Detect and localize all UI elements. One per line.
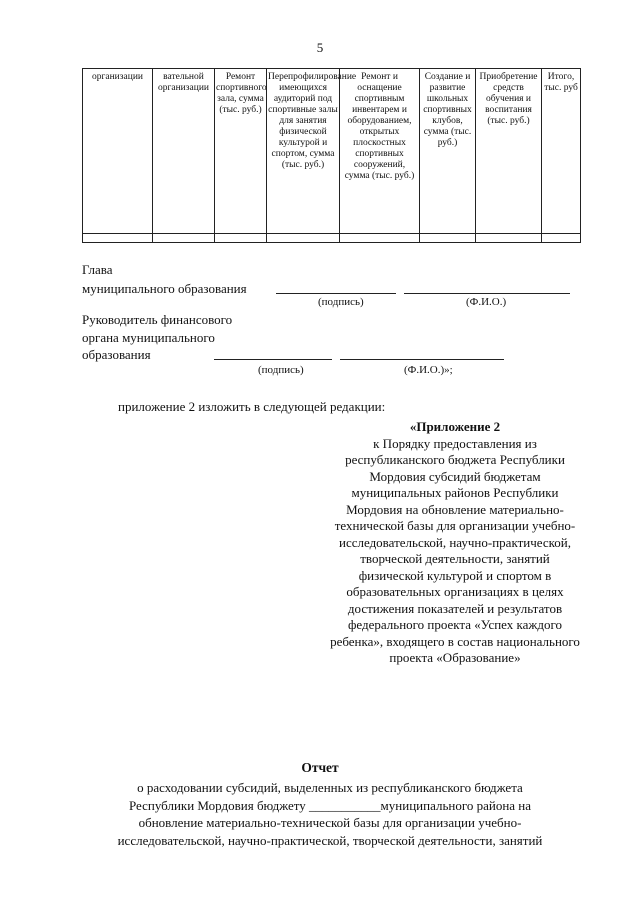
report-line: исследовательской, научно-практической, творческой деятельности, занятий xyxy=(117,832,543,848)
appendix-title: «Приложение 2 xyxy=(409,419,501,434)
signature-line xyxy=(214,359,332,360)
signature-caption: (подпись) xyxy=(318,296,364,308)
column-header: организации xyxy=(83,69,153,234)
appendix-text: к Порядку предоставления из республиканского бюджета Республики Мордовия субсидий бюджетам муниципальных районов Республики Мордовия на обновление материально-технической базы для организации учебно-исследовательской, научно-практической, творческой деятельности, занятий физической культурой и спортом в образовательных организациях в целях достижения показателей и результатов федерального проекта «Успех каждого ребенка», входящего в состав национального проекта «Образование» xyxy=(330,435,580,665)
column-header: Ремонт и оснащение спортивным инвентарем и оборудованием, открытых плоскостных спортивных сооружений, сумма (тыс. руб.) xyxy=(340,69,420,234)
report-table-header xyxy=(82,68,581,243)
column-header: Перепрофилирование имеющихся аудиторий под спортивные залы для занятия физической культурой и спортом, сумма (тыс. руб.) xyxy=(267,69,340,234)
report-line: обновление материально-технической базы для организации учебно- xyxy=(138,815,522,830)
report-title: Отчет xyxy=(301,760,339,775)
sign-label-head: Глава xyxy=(82,262,113,277)
column-header: Создание и развитие школьных спортивных клубов, сумма (тыс. руб.) xyxy=(420,69,476,234)
name-caption: (Ф.И.О.)»; xyxy=(404,364,453,376)
column-header: вательной организации xyxy=(153,69,215,234)
column-header: Итого, тыс. руб xyxy=(542,69,581,234)
name-line xyxy=(340,359,504,360)
sign-label-municipality: муниципального образования xyxy=(82,281,247,296)
sign-label-finance-head: Руководитель финансового xyxy=(82,312,233,327)
name-line xyxy=(404,293,570,294)
table-row xyxy=(83,234,581,243)
signature-caption: (подпись) xyxy=(258,364,304,376)
report-body xyxy=(80,779,580,849)
signature-line xyxy=(276,293,396,294)
column-header: Ремонт спортивного зала, сумма (тыс. руб.) xyxy=(215,69,267,234)
intro-text: приложение 2 изложить в следующей редакции: xyxy=(118,399,386,414)
appendix-block xyxy=(330,419,580,667)
column-header: Приобретение средств обучения и воспитания (тыс. руб.) xyxy=(476,69,542,234)
sign-label-finance-organ: органа муниципального xyxy=(82,330,215,345)
name-caption: (Ф.И.О.) xyxy=(466,296,507,308)
report-line: Республики Мордовия бюджету ___________муниципального района на xyxy=(128,797,532,813)
sign-label-finance-municipality: образования xyxy=(82,347,151,362)
report-line: о расходовании субсидий, выделенных из республиканского бюджета xyxy=(137,780,523,795)
page-number: 5 xyxy=(316,40,324,55)
